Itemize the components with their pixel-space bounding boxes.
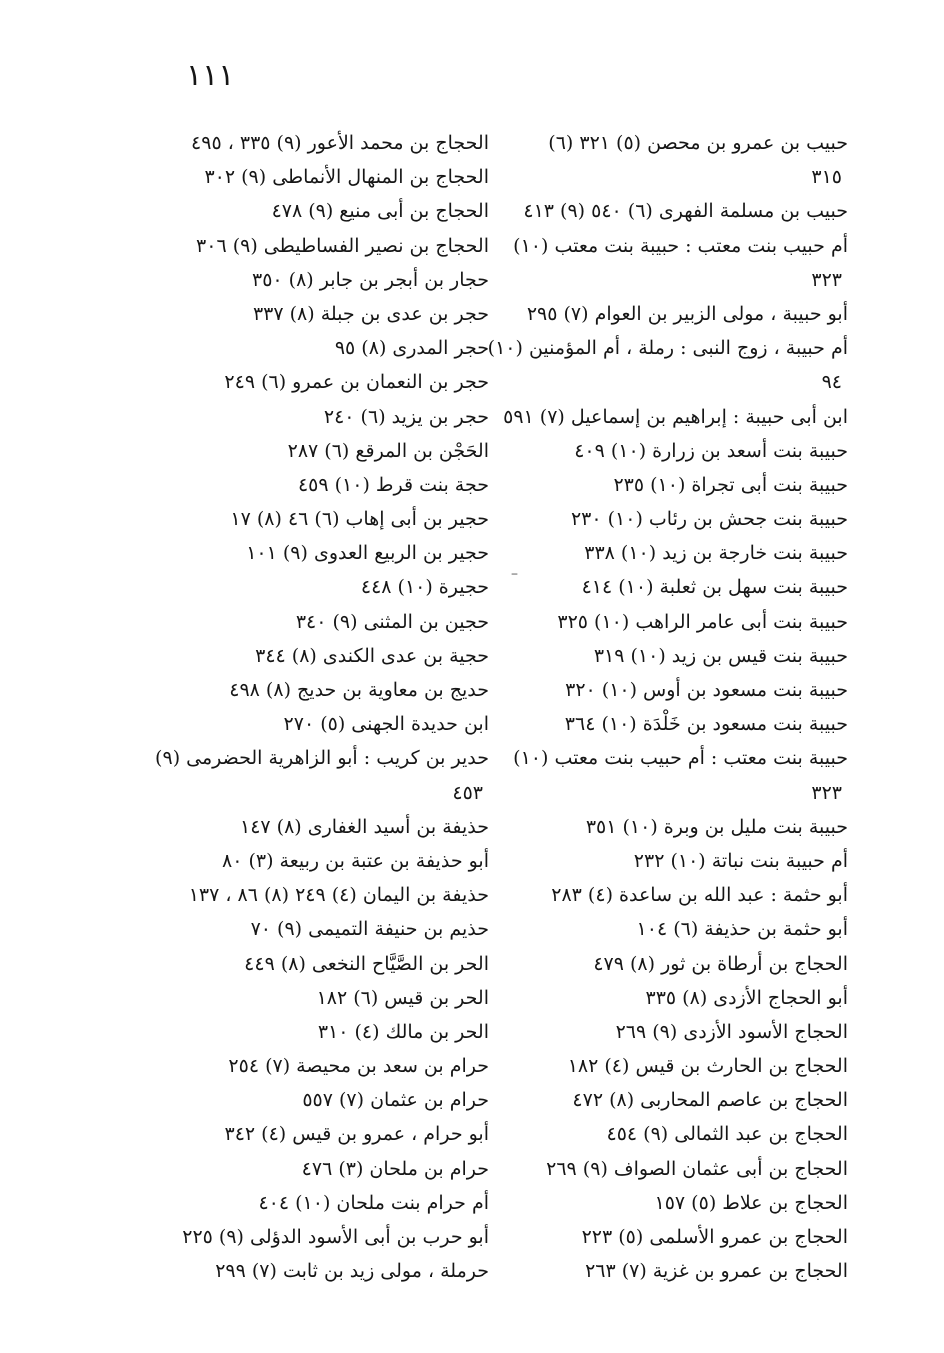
index-entry-text: حبيب بن عمرو بن محصن (٥) ٣٢١ (٦)	[548, 132, 848, 154]
index-entry	[508, 1049, 848, 1083]
index-entry-text: حرام بن عثمان (٧) ٥٥٧	[302, 1089, 489, 1112]
index-entry	[159, 1254, 489, 1288]
index-entry	[159, 434, 489, 468]
index-entry	[508, 878, 848, 912]
index-entry-text: الحجاج الأسود الأزدى (٩) ٢٦٩	[615, 1020, 848, 1043]
index-entry-text: حجر بن يزيد (٦) ٢٤٠	[323, 405, 489, 428]
index-entry-text: الحجاج بن أبى منيع (٩) ٤٧٨	[271, 200, 489, 223]
index-entry-text: الحر بن قيس (٦) ١٨٢	[316, 986, 489, 1009]
index-entry	[159, 1015, 489, 1049]
index-entry	[508, 947, 848, 981]
index-column-left	[155, 126, 489, 1288]
index-entry	[508, 126, 848, 194]
index-entry-text: الحر بن الصَّيَّاح النخعى (٨) ٤٤٩	[244, 952, 489, 975]
index-entry-text: حبيبة بنت أسعد بن زرارة (١٠) ٤٠٩	[574, 439, 848, 462]
index-entry-text: أبو الحجاج الأزدى (٨) ٣٣٥	[645, 986, 848, 1009]
index-entry-text: الحجاج بن عبد الثمالى (٩) ٤٥٤	[606, 1123, 848, 1146]
index-entry	[508, 1117, 848, 1151]
index-entry	[159, 570, 489, 604]
index-entry-text: الحجاج بن محمد الأعور (٩) ٣٣٥ ، ٤٩٥	[191, 132, 489, 154]
index-entry	[159, 912, 489, 946]
index-entry	[508, 1083, 848, 1117]
index-entry-text: حجير بن الربيع العدوى (٩) ١٠١	[246, 542, 489, 565]
index-entry-text: حجية بن عدى الكندى (٨) ٣٤٤	[255, 644, 489, 667]
index-entry-text: الحجاج بن علاط (٥) ١٥٧	[654, 1191, 848, 1214]
index-entry-text: الحجاج بن نصير الفساطيطى (٩) ٣٠٦	[196, 234, 489, 257]
index-entry	[159, 1220, 489, 1254]
index-entry-text: حذيم بن حنيفة التميمى (٩) ٧٠	[250, 918, 489, 941]
index-entry-text: الحر بن مالك (٤) ٣١٠	[317, 1020, 489, 1043]
index-entry-text: الحجاج بن عمرو بن غزية (٧) ٢٦٣	[585, 1260, 848, 1283]
index-entry	[508, 981, 848, 1015]
index-entry-text: الحجاج بن أرطاة بن ثور (٨) ٤٧٩	[593, 952, 848, 975]
index-entry	[508, 673, 848, 707]
index-entry-text: حرام بن سعد بن محيصة (٧) ٢٥٤	[228, 1055, 489, 1078]
index-entry	[508, 741, 848, 809]
index-entry-text: حذيفة بن أسيد الغفارى (٨) ١٤٧	[239, 815, 489, 838]
index-entry	[508, 810, 848, 844]
margin-mark: –	[511, 566, 518, 582]
index-entry	[159, 673, 489, 707]
index-entry-text: حبيبة بنت أبى تجراة (١٠) ٢٣٥	[613, 473, 848, 496]
index-entry	[503, 400, 848, 434]
index-entry-text: الحَجْن بن المرقع (٦) ٢٨٧	[287, 439, 489, 462]
index-entry-text: حبيبة بنت جحش بن رئاب (١٠) ٢٣٠	[570, 508, 848, 531]
index-entry-text: حبيبة بنت خارجة بن زيد (١٠) ٣٣٨	[584, 542, 848, 565]
index-entry-text: حجار بن أبجر بن جابر (٨) ٣٥٠	[251, 268, 489, 291]
index-entry-text: حجير بن أبى إهاب (٦) ٤٦ (٨) ١٧	[230, 508, 489, 531]
index-entry	[159, 229, 489, 263]
index-entry-text: حجر بن عدى بن جبلة (٨) ٣٣٧	[252, 302, 489, 325]
index-entry-text: الحجاج بن الحارث بن قيس (٤) ١٨٢	[567, 1055, 848, 1078]
index-entry	[508, 194, 848, 228]
index-entry	[508, 912, 848, 946]
index-entry	[159, 1186, 489, 1220]
index-entry	[159, 468, 489, 502]
index-entry	[508, 570, 848, 604]
index-entry-text: حبيبة بنت مسعود بن أوس (١٠) ٣٢٠	[565, 679, 848, 701]
index-entry-continuation: ٤٥٣	[452, 781, 483, 804]
index-entry-text: أبو حرب بن أبى الأسود الدؤلى (٩) ٢٢٥	[182, 1226, 489, 1248]
index-entry-text: حجيرة (١٠) ٤٤٨	[360, 576, 489, 599]
index-entry	[159, 536, 489, 570]
index-entry-text: أبو حذيفة بن عتبة بن ربيعة (٣) ٨٠	[222, 849, 489, 872]
index-entry	[159, 365, 489, 399]
index-entry	[508, 229, 848, 297]
index-entry	[508, 1015, 848, 1049]
index-entry-text: أبو حرام ، عمرو بن قيس (٤) ٣٤٢	[224, 1123, 489, 1146]
index-entry	[508, 502, 848, 536]
index-entry-text: حذيفة بن اليمان (٤) ٢٤٩ (٨) ٨٦ ، ١٣٧	[188, 884, 489, 907]
index-entry-text: أبو حثمة بن حذيفة (٦) ١٠٤	[636, 918, 848, 941]
index-entry	[508, 297, 848, 331]
index-entry	[159, 844, 489, 878]
index-entry-continuation: ٣١٥	[811, 166, 842, 189]
index-entry-continuation: ٣٢٣	[811, 781, 842, 804]
index-entry-text: ابن حديدة الجهنى (٥) ٢٧٠	[283, 713, 489, 736]
index-entry-text: الحجاج بن أبى عثمان الصواف (٩) ٢٦٩	[546, 1157, 848, 1180]
index-entry	[159, 1083, 489, 1117]
index-entry-text: الحجاج بن عمرو الأسلمى (٥) ٢٢٣	[581, 1226, 848, 1248]
index-entry-text: الحجاج بن عاصم المحاربى (٨) ٤٧٢	[572, 1089, 848, 1112]
index-entry-text: حبيبة بنت مسعود بن خَلْدَة (١٠) ٣٦٤	[564, 713, 848, 736]
index-entry	[159, 1152, 489, 1186]
index-entry-text: أم حبيبة بنت نباتة (١٠) ٢٣٢	[633, 849, 848, 872]
index-entry	[159, 810, 489, 844]
index-entry	[159, 605, 489, 639]
index-entry-text: حدير بن كريب : أبو الزاهرية الحضرمى (٩)	[155, 747, 489, 770]
index-entry	[159, 297, 489, 331]
index-entry-text: حجر بن النعمان بن عمرو (٦) ٢٤٩	[224, 371, 489, 394]
index-entry	[155, 741, 489, 809]
index-entry	[159, 707, 489, 741]
index-entry-text: حجة بنت قرط (١٠) ٤٥٩	[297, 473, 489, 496]
index-entry-continuation: ٣٢٣	[811, 268, 842, 291]
index-entry	[487, 331, 848, 399]
index-entry-text: حجين بن المثنى (٩) ٣٤٠	[295, 610, 489, 633]
page-number: ١١١	[186, 58, 235, 93]
index-entry-text: أم حبيبة ، زوج النبى : رملة ، أم المؤمنين (١٠)	[487, 337, 848, 360]
index-entry	[508, 468, 848, 502]
index-entry-text: حبيب بن مسلمة الفهرى (٦) ٥٤٠ (٩) ٤١٣	[523, 200, 848, 223]
index-entry-continuation: ٩٤	[821, 371, 842, 394]
index-entry	[508, 536, 848, 570]
index-entry	[159, 160, 489, 194]
index-entry-text: حبيبة بنت قيس بن زيد (١٠) ٣١٩	[593, 644, 848, 667]
index-entry	[159, 126, 489, 160]
index-entry-text: حبيبة بنت مليل بن وبرة (١٠) ٣٥١	[585, 815, 848, 838]
index-entry	[508, 844, 848, 878]
index-entry-text: حبيبة بنت معتب : أم حبيب بنت معتب (١٠)	[513, 747, 848, 770]
index-entry	[508, 1186, 848, 1220]
index-entry-text: أم حرام بنت ملحان (١٠) ٤٠٤	[258, 1191, 489, 1214]
index-entry	[159, 1049, 489, 1083]
index-entry-text: حبيبة بنت أبى عامر الراهب (١٠) ٣٢٥	[557, 610, 848, 633]
index-entry	[508, 1220, 848, 1254]
index-entry	[159, 502, 489, 536]
index-entry	[508, 707, 848, 741]
index-entry-text: أبو حبيبة ، مولى الزبير بن العوام (٧) ٢٩٥	[526, 302, 848, 325]
index-entry	[159, 639, 489, 673]
index-entry-text: حبيبة بنت سهل بن ثعلبة (١٠) ٤١٤	[581, 576, 848, 599]
index-column-right	[487, 126, 848, 1288]
index-entry	[508, 639, 848, 673]
index-entry	[159, 981, 489, 1015]
index-entry	[508, 605, 848, 639]
index-entry	[159, 1117, 489, 1151]
index-entry	[159, 194, 489, 228]
index-entry	[508, 1254, 848, 1288]
index-entry	[159, 947, 489, 981]
index-entry-text: الحجاج بن المنهال الأنماطى (٩) ٣٠٢	[204, 166, 489, 189]
index-entry-text: حرام بن ملحان (٣) ٤٧٦	[301, 1157, 489, 1180]
index-entry	[159, 400, 489, 434]
index-entry	[159, 263, 489, 297]
index-entry-text: أم حبيب بنت معتب : حبيبة بنت معتب (١٠)	[513, 234, 848, 257]
index-entry	[508, 434, 848, 468]
index-entry	[159, 331, 489, 365]
index-entry-text: أبو حثمة : عبد الله بن ساعدة (٤) ٢٨٣	[551, 884, 848, 907]
index-entry	[508, 1152, 848, 1186]
index-entry-text: حجر المدرى (٨) ٩٥	[334, 337, 489, 360]
index-entry	[159, 878, 489, 912]
index-entry-text: ابن أبى حبيبة : إبراهيم بن إسماعيل (٧) ٥٩١	[503, 405, 848, 428]
index-entry-text: حديج بن معاوية بن حديج (٨) ٤٩٨	[229, 679, 489, 701]
index-entry-text: حرملة ، مولى زيد بن ثابت (٧) ٢٩٩	[215, 1260, 489, 1283]
